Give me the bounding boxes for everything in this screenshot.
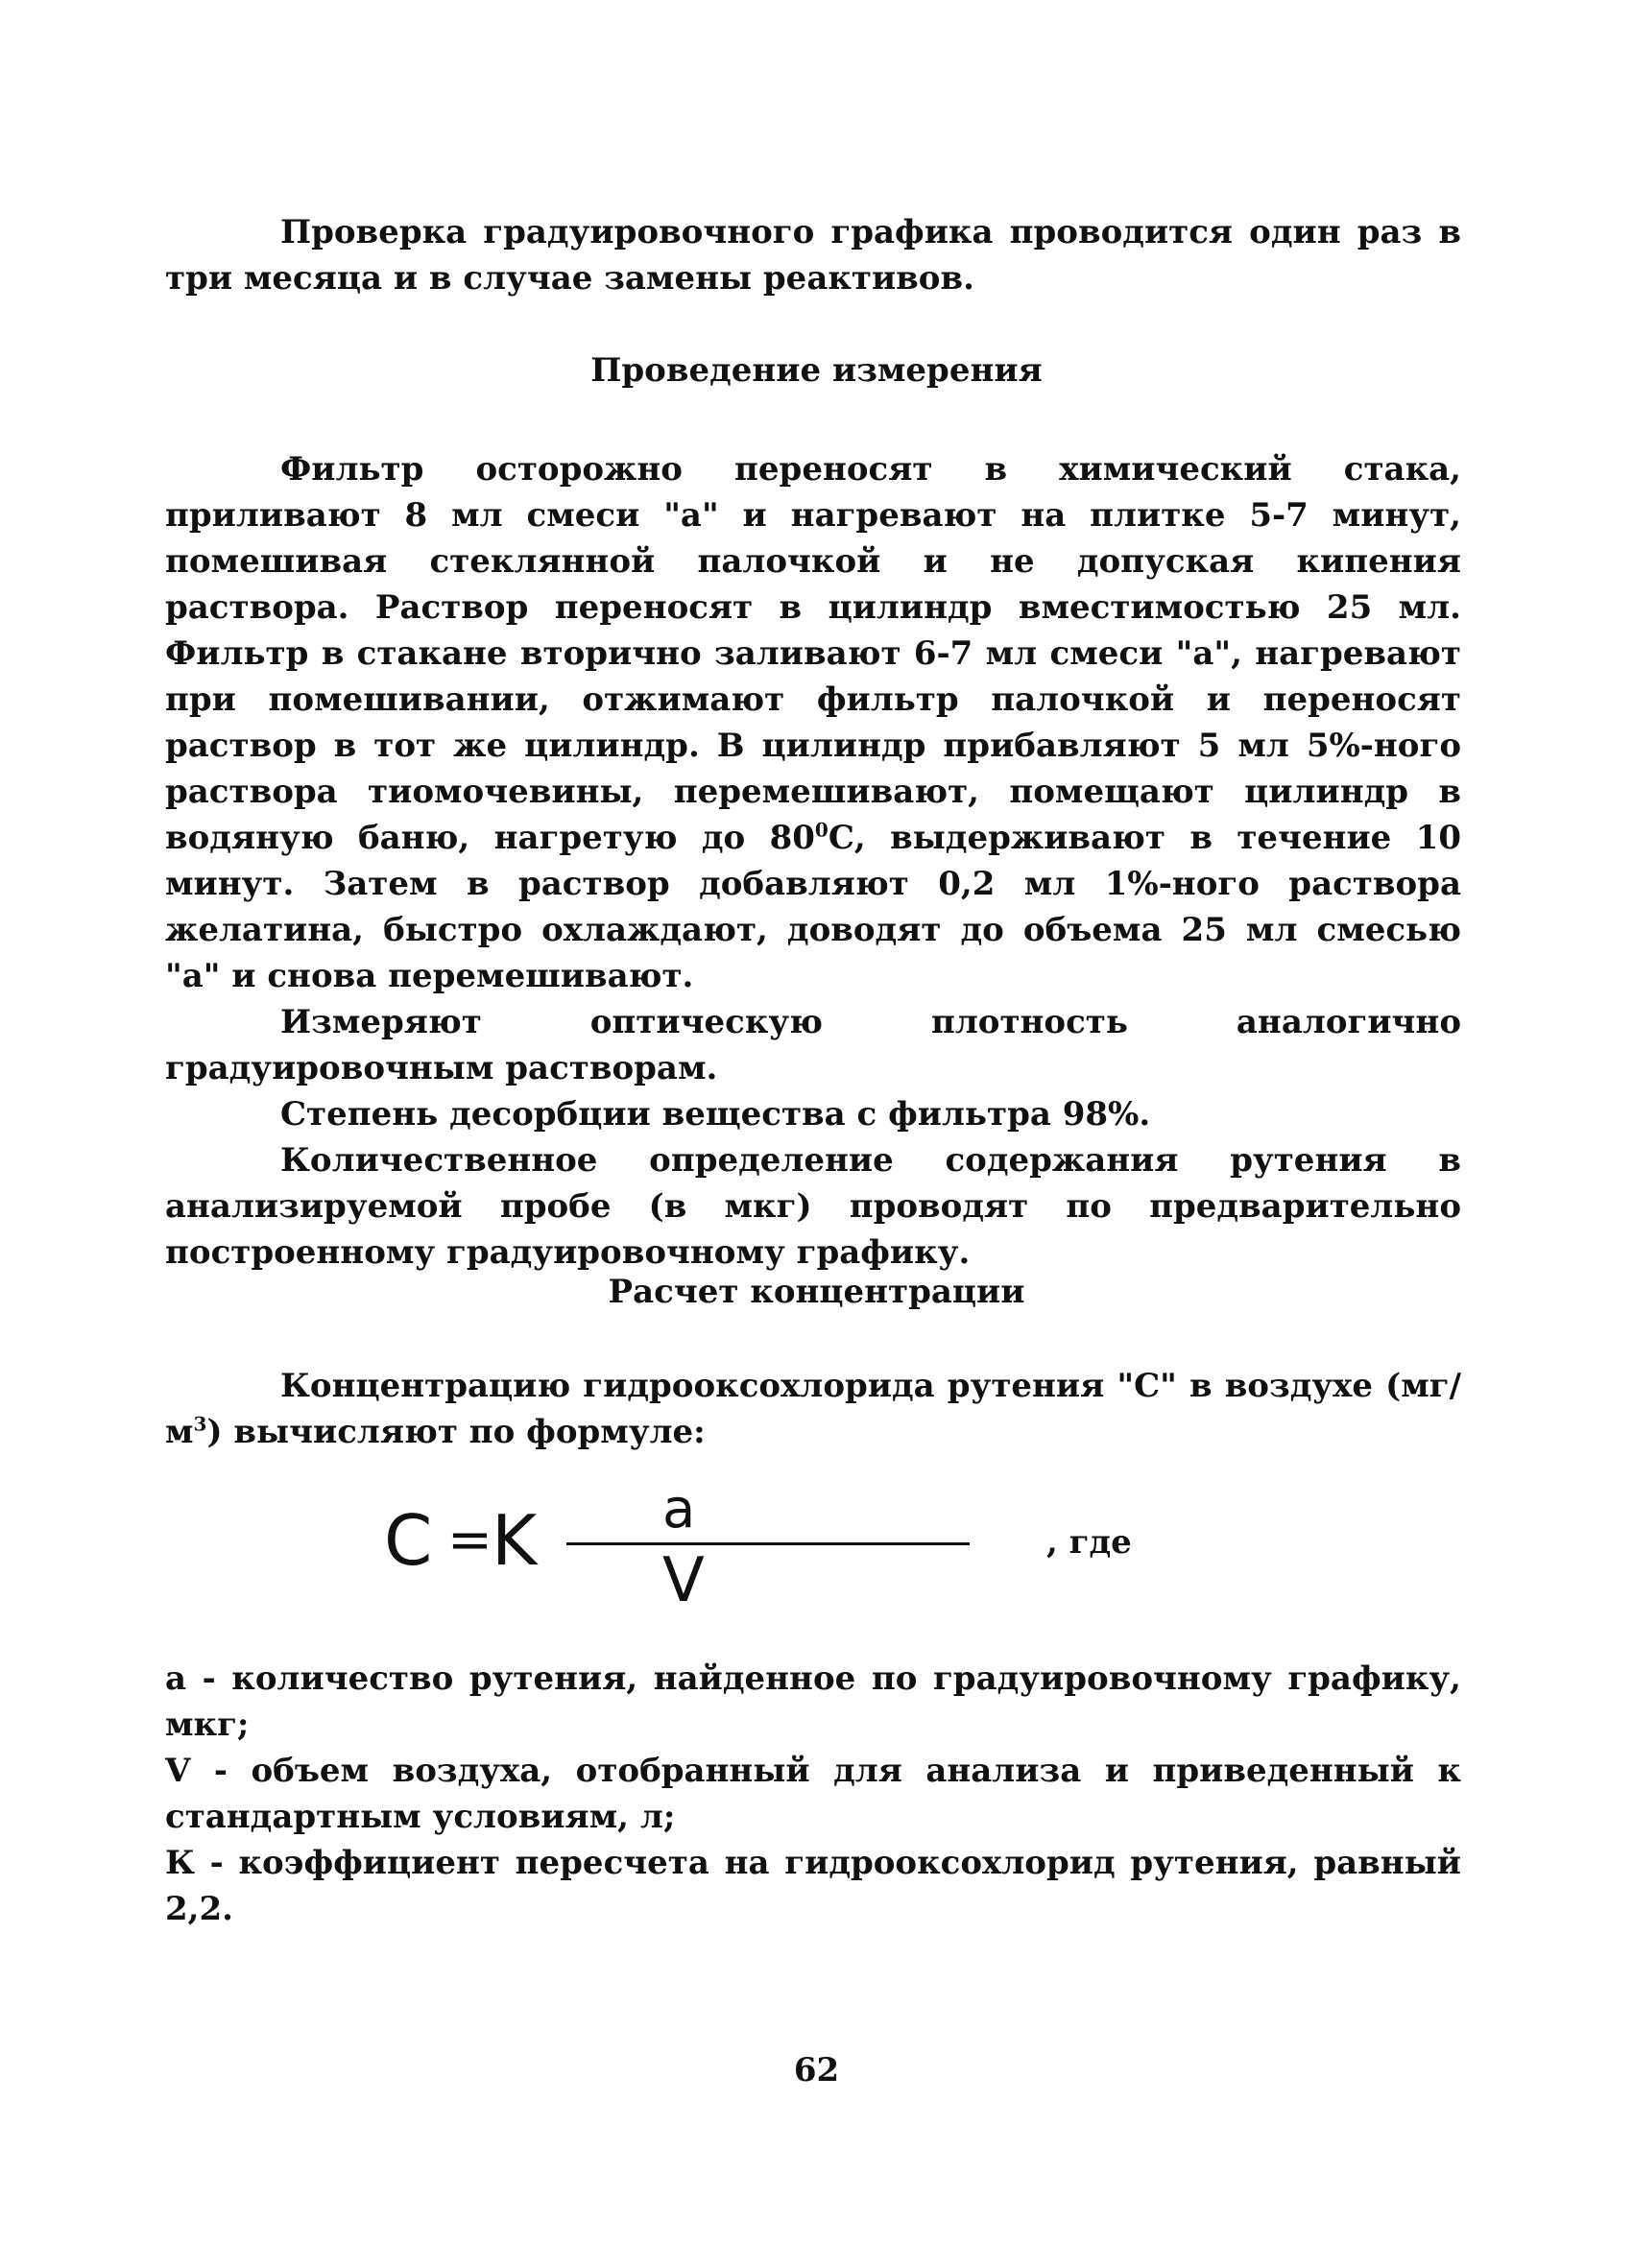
formula-numerator: a xyxy=(662,1478,696,1540)
calculation-heading: Расчет концентрации xyxy=(608,1273,1025,1311)
calculation-paragraph xyxy=(165,1363,1461,1455)
measurement-section xyxy=(165,446,1461,1276)
intro-section xyxy=(165,209,1461,301)
definitions-section xyxy=(165,1656,1461,1932)
calculation-section xyxy=(165,1363,1461,1455)
measurement-heading: Проведение измерения xyxy=(590,351,1043,390)
definition-a: а - количество рутения, найденное по градуировочному графику, мкг; xyxy=(165,1659,1461,1744)
concentration-formula xyxy=(384,1478,1248,1617)
measurement-paragraph-3: Степень десорбции вещества с фильтра 98%. xyxy=(280,1095,1151,1134)
intro-paragraph: Проверка градуировочного графика проводится один раз в три месяца и в случае замены реактивов. xyxy=(165,213,1461,298)
calculation-paragraph-end: ) вычисляют по формуле: xyxy=(206,1413,706,1451)
formula-k: K xyxy=(492,1500,538,1581)
page-number: 62 xyxy=(793,2051,840,2089)
fraction-line xyxy=(566,1542,970,1545)
formula-equals: = xyxy=(447,1509,492,1571)
degree-superscript: 0 xyxy=(814,818,829,842)
measurement-paragraph-1-end: С, выдерживают в течение 10 минут. Затем в раствор добавляют 0,2 мл 1%-ного раствора желатина, быстро охлаждают, доводят до объема 25 мл смесью "а" и снова перемешивают. xyxy=(165,819,1461,995)
measurement-paragraph-4: Количественное определение содержания рутения в анализируемой пробе (в мкг) проводят по предварительно построенному градуировочному графику. xyxy=(165,1141,1461,1272)
formula-where: , где xyxy=(1046,1523,1132,1562)
definition-k: К - коэффициент пересчета на гидрооксохлорид рутения, равный 2,2. xyxy=(165,1844,1461,1928)
measurement-paragraph-1-text: Фильтр осторожно переносят в химический стака, приливают 8 мл смеси "а" и нагревают на плитке 5-7 минут, помешивая стеклянной палочкой и не допуская кипения раствора. Раствор переносят в цилиндр вместимостью 25 мл. Фильтр в стакане вторично заливают 6-7 мл смеси "а", нагревают при помешивании, отжимают фильтр палочкой и переносят раствор в тот же цилиндр. В цилиндр прибавляют 5 мл 5%-ного раствора тиомочевины, перемешивают, помещают цилиндр в водяную баню, нагретую до 80 xyxy=(165,450,1461,857)
cubic-superscript: 3 xyxy=(193,1412,207,1436)
formula-c: C xyxy=(384,1500,433,1581)
measurement-paragraph-2: Измеряют оптическую плотность аналогично градуировочным растворам. xyxy=(165,1003,1461,1087)
formula-denominator: V xyxy=(662,1545,705,1616)
calculation-paragraph-text: Концентрацию гидрооксохлорида рутения "С" в воздухе (мг/м xyxy=(165,1367,1461,1451)
measurement-paragraph-1 xyxy=(165,446,1461,999)
definition-v: V - объем воздуха, отобранный для анализа и приведенный к стандартным условиям, л; xyxy=(165,1752,1461,1836)
